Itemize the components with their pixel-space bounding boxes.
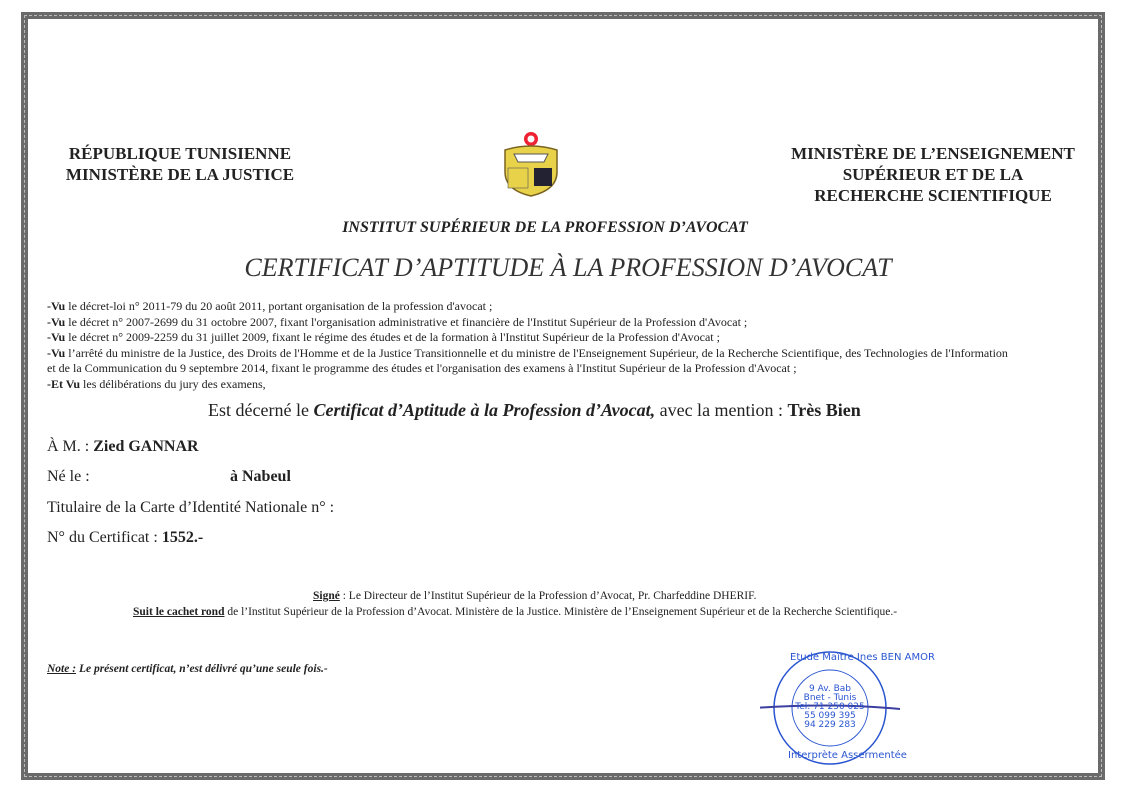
consideration-line: -Vu le décret-loi n° 2011-79 du 20 août 2011, portant organisation de la profession d'avocat ; <box>47 299 493 313</box>
considerations <box>47 299 1008 392</box>
stamp-address: 9 Av. Bab Bnet - Tunis Tel: 71 250 025 55 099 395 94 229 283 <box>795 684 865 730</box>
header-left <box>60 143 300 185</box>
id-card-label: Titulaire de la Carte d’Identité Nationale n° : <box>47 499 335 516</box>
header-right-line: RECHERCHE SCIENTIFIQUE <box>814 186 1052 205</box>
mention: Très Bien <box>787 400 861 420</box>
consideration-line: -Vu le décret n° 2009-2259 du 31 juillet 2009, fixant le régime des études et de la formation à l'Institut Supérieur de la Profession d'Avocat ; <box>47 330 720 344</box>
tunisia-coat-of-arms-icon <box>500 130 562 202</box>
signed-line: Signé : Le Directeur de l’Institut Supérieur de la Profession d’Avocat, Pr. Charfeddine DHERIF. <box>313 590 757 602</box>
award-statement: Est décerné le Certificat d’Aptitude à la Profession d’Avocat, avec la mention : Très Bien <box>208 400 861 420</box>
holder-name: À M. : Zied GANNAR <box>47 438 199 455</box>
translator-stamp <box>760 650 935 770</box>
stamp-ring-top: Etude Maître Ines BEN AMOR <box>790 652 935 663</box>
header-right-line: SUPÉRIEUR ET DE LA <box>842 165 1024 184</box>
certificate-title: CERTIFICAT D’APTITUDE À LA PROFESSION D’AVOCAT <box>244 253 892 282</box>
stamp-ring-bottom: Interprète Assermentée <box>788 750 907 761</box>
header-right-line: MINISTÈRE DE L’ENSEIGNEMENT <box>791 144 1075 163</box>
note: Note : Le présent certificat, n’est délivré qu’une seule fois.- <box>47 663 328 675</box>
consideration-line: -Et Vu les délibérations du jury des examens, <box>47 376 266 391</box>
consideration-line: -Vu le décret n° 2007-2699 du 31 octobre 2007, fixant l'organisation administrative et financière de l'Institut Supérieur de la Profession d'Avocat ; <box>47 314 748 329</box>
certificate-number: N° du Certificat : 1552.- <box>47 529 204 546</box>
header-left-line: RÉPUBLIQUE TUNISIENNE <box>68 144 292 163</box>
stamp-line: Suit le cachet rond de l’Institut Supérieur de la Profession d’Avocat. Ministère de la Justice. Ministère de l’Enseignement Supérieur et de la Recherche Scientifique.- <box>133 606 898 618</box>
consideration-line: et de la Communication du 9 septembre 2014, fixant le programme des études et l'organisation des examens à l'Institut Supérieur de la Profession d'Avocat ; <box>47 361 797 375</box>
consideration-line: -Vu l’arrêté du ministre de la Justice, des Droits de l'Homme et de la Justice Transitionnelle et du ministre de l'Enseignement Supérieur, de la Recherche Scientifique, des Technologies de l'Information <box>47 345 1008 360</box>
birth-info: Né le : à Nabeul <box>47 468 291 485</box>
header-right <box>775 143 1091 206</box>
header-left-line: MINISTÈRE DE LA JUSTICE <box>65 165 295 184</box>
institute-name: INSTITUT SUPÉRIEUR DE LA PROFESSION D’AVOCAT <box>342 219 748 236</box>
